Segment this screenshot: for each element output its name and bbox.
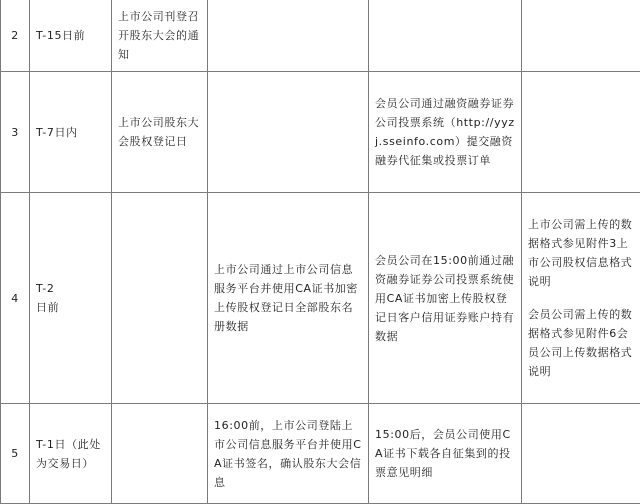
row-number: 4 [1, 193, 30, 404]
date-cell [30, 193, 112, 404]
company-cell: 上市公司股东大会股权登记日 [112, 72, 208, 193]
table-row [1, 404, 640, 504]
system-cell [208, 0, 369, 72]
row-number: 2 [1, 0, 30, 72]
date-line: T-2 [36, 279, 105, 298]
member-cell: 15:00后，会员公司使用CA证书下载各自征集到的投票意见明细 [369, 404, 522, 504]
note-cell [522, 0, 640, 72]
company-cell [112, 404, 208, 504]
note-cell [522, 193, 640, 404]
date-line: 日前 [36, 298, 105, 317]
company-cell [112, 193, 208, 404]
note-cell [522, 72, 640, 193]
row-number: 5 [1, 404, 30, 504]
date-cell: T-15日前 [30, 0, 112, 72]
table-row [1, 0, 640, 72]
company-cell: 上市公司刊登召开股东大会的通知 [112, 0, 208, 72]
note-paragraph: 会员公司需上传的数据格式参见附件6会员公司上传数据格式说明 [528, 305, 634, 381]
system-cell: 上市公司通过上市公司信息服务平台并使用CA证书加密上传股权登记日全部股东名册数据 [208, 193, 369, 404]
date-cell: T-7日内 [30, 72, 112, 193]
date-cell: T-1日（此处为交易日） [30, 404, 112, 504]
member-cell: 会员公司通过融资融券证券公司投票系统（http://yyzj.sseinfo.com）提交融资融券代征集或投票订单 [369, 72, 522, 193]
note-paragraph: 上市公司需上传的数据格式参见附件3上市公司股权信息格式说明 [528, 215, 634, 291]
note-cell [522, 404, 640, 504]
system-cell: 16:00前，上市公司登陆上市公司信息服务平台并使用CA证书签名，确认股东大会信息 [208, 404, 369, 504]
table-row [1, 72, 640, 193]
row-number: 3 [1, 72, 30, 193]
member-cell: 会员公司在15:00前通过融资融券证券公司投票系统使用CA证书加密上传股权登记日客户信用证券账户持有数据 [369, 193, 522, 404]
system-cell [208, 72, 369, 193]
member-cell [369, 0, 522, 72]
table-row [1, 193, 640, 404]
